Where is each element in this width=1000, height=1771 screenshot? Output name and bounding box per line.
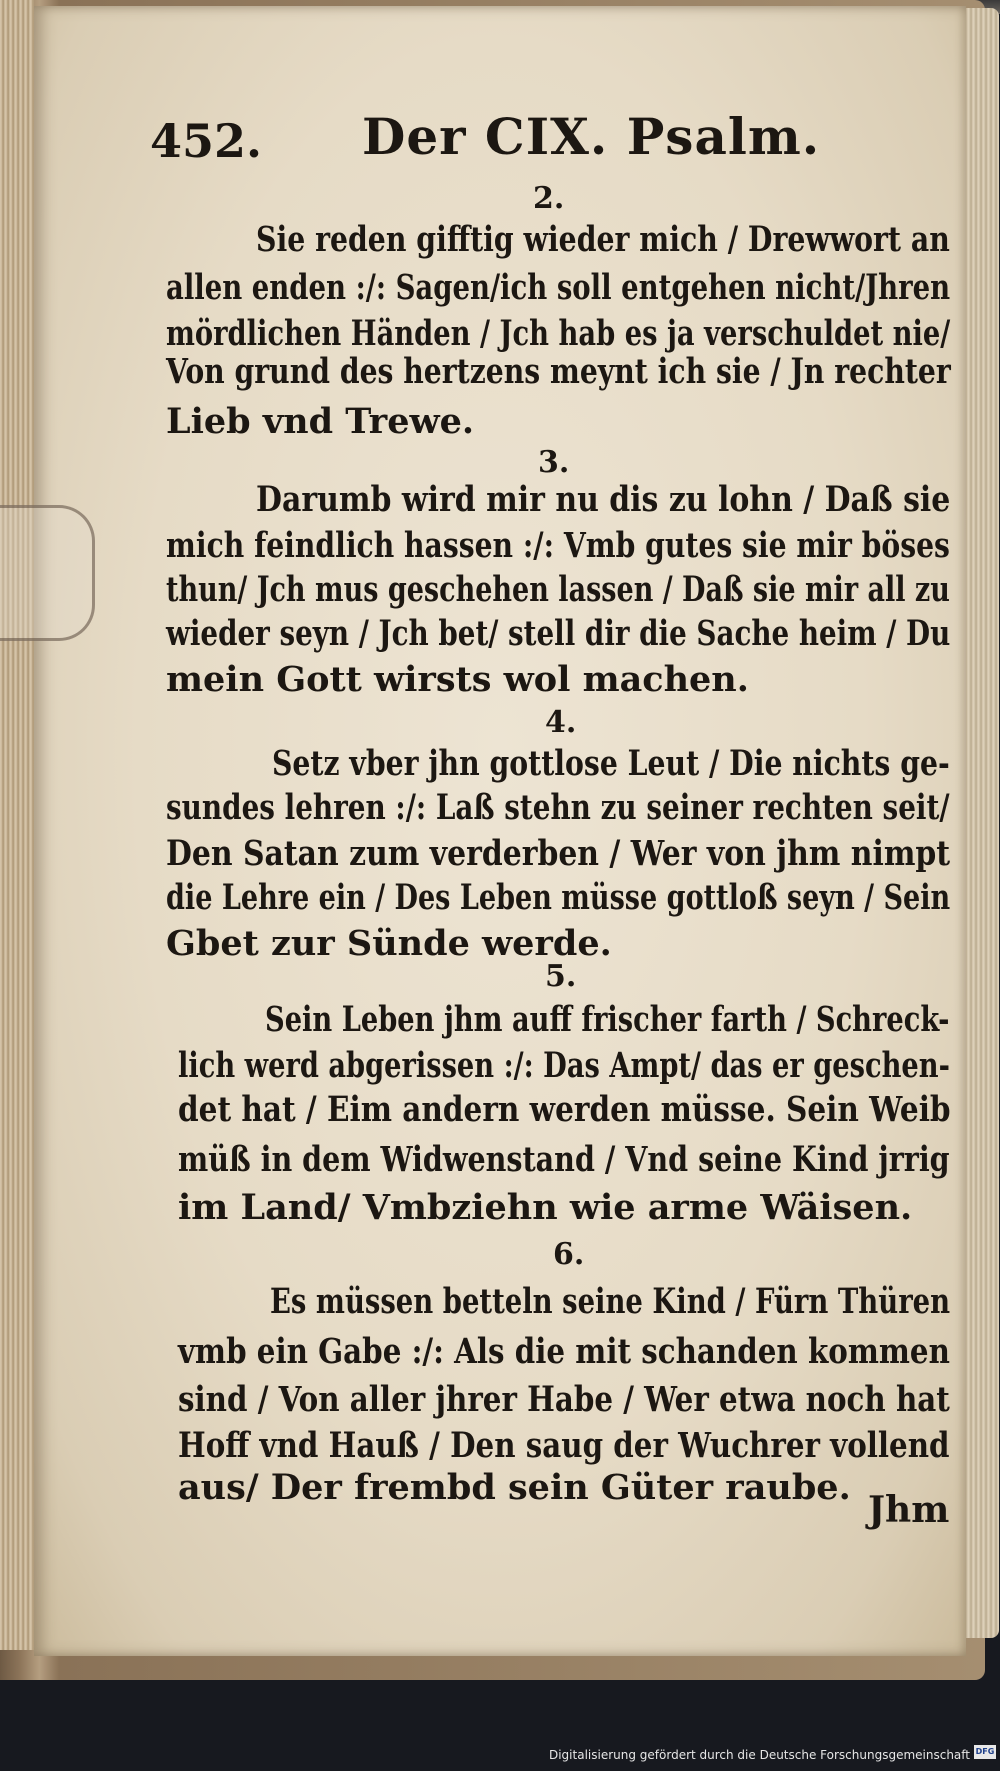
verse-line: mein Gott wirsts wol machen. (166, 659, 749, 700)
verse-line: lich werd abgerissen :/: Das Ampt/ das er geschen- (178, 1045, 950, 1086)
verse-line: mördlichen Händen / Jch hab es ja verschuldet nie/ (166, 313, 951, 354)
verse-line: Von grund des hertzens meynt ich sie / Jn rechter (166, 351, 951, 392)
verse-line: vmb ein Gabe :/: Als die mit schanden kommen (178, 1331, 950, 1372)
verse-line: müß in dem Widwenstand / Vnd seine Kind jrrig (178, 1139, 950, 1180)
left-page-stack (0, 0, 34, 1650)
verse-line: det hat / Eim andern werden müsse. Sein Weib (178, 1089, 951, 1130)
page-clip (0, 505, 95, 641)
verse-line: sind / Von aller jhrer Habe / Wer etwa noch hat (178, 1379, 950, 1420)
catchword: Jhm (868, 1489, 950, 1531)
page-number: 452. (150, 114, 263, 168)
verse-line: im Land/ Vmbziehn wie arme Wäisen. (178, 1187, 913, 1228)
verse-line: Sie reden gifftig wieder mich / Drewwort an (256, 219, 950, 260)
page-title: Der CIX. Psalm. (362, 107, 821, 166)
verse-line: aus/ Der frembd sein Güter raube. (178, 1467, 851, 1508)
verse-line: Darumb wird mir nu dis zu lohn / Daß sie (256, 479, 951, 520)
verse-line: Setz vber jhn gottlose Leut / Die nichts ge- (272, 743, 950, 784)
verse-line: Den Satan zum verderben / Wer von jhm nimpt (166, 833, 951, 874)
verse-line: Es müssen betteln seine Kind / Fürn Thüren (270, 1281, 951, 1322)
right-page-stack (963, 8, 999, 1638)
verse-line: allen enden :/: Sagen/ich soll entgehen nicht/Jhren (166, 267, 951, 308)
verse-number: 4. (545, 705, 577, 740)
verse-line: thun/ Jch mus geschehen lassen / Daß sie mir all zu (166, 569, 950, 610)
verse-line: die Lehre ein / Des Leben müsse gottloß seyn / Sein (166, 877, 951, 918)
verse-number: 6. (553, 1237, 585, 1272)
verse-number: 3. (538, 445, 570, 480)
dfg-logo-icon: DFG (974, 1745, 996, 1759)
verse-line: sundes lehren :/: Laß stehn zu seiner rechten seit/ (166, 787, 950, 828)
verse-line: mich feindlich hassen :/: Vmb gutes sie mir böses (166, 525, 950, 566)
verse-number: 5. (545, 959, 577, 994)
funding-credit: Digitalisierung gefördert durch die Deutsche Forschungsgemeinschaft (548, 1748, 970, 1762)
verse-line: wieder seyn / Jch bet/ stell dir die Sache heim / Du (166, 613, 951, 654)
verse-line: Hoff vnd Hauß / Den saug der Wuchrer vollend (178, 1425, 950, 1466)
verse-line: Lieb vnd Trewe. (166, 401, 475, 442)
verse-line: Gbet zur Sünde werde. (166, 923, 612, 964)
verse-number: 2. (533, 181, 565, 216)
verse-line: Sein Leben jhm auff frischer farth / Schreck- (265, 999, 950, 1040)
